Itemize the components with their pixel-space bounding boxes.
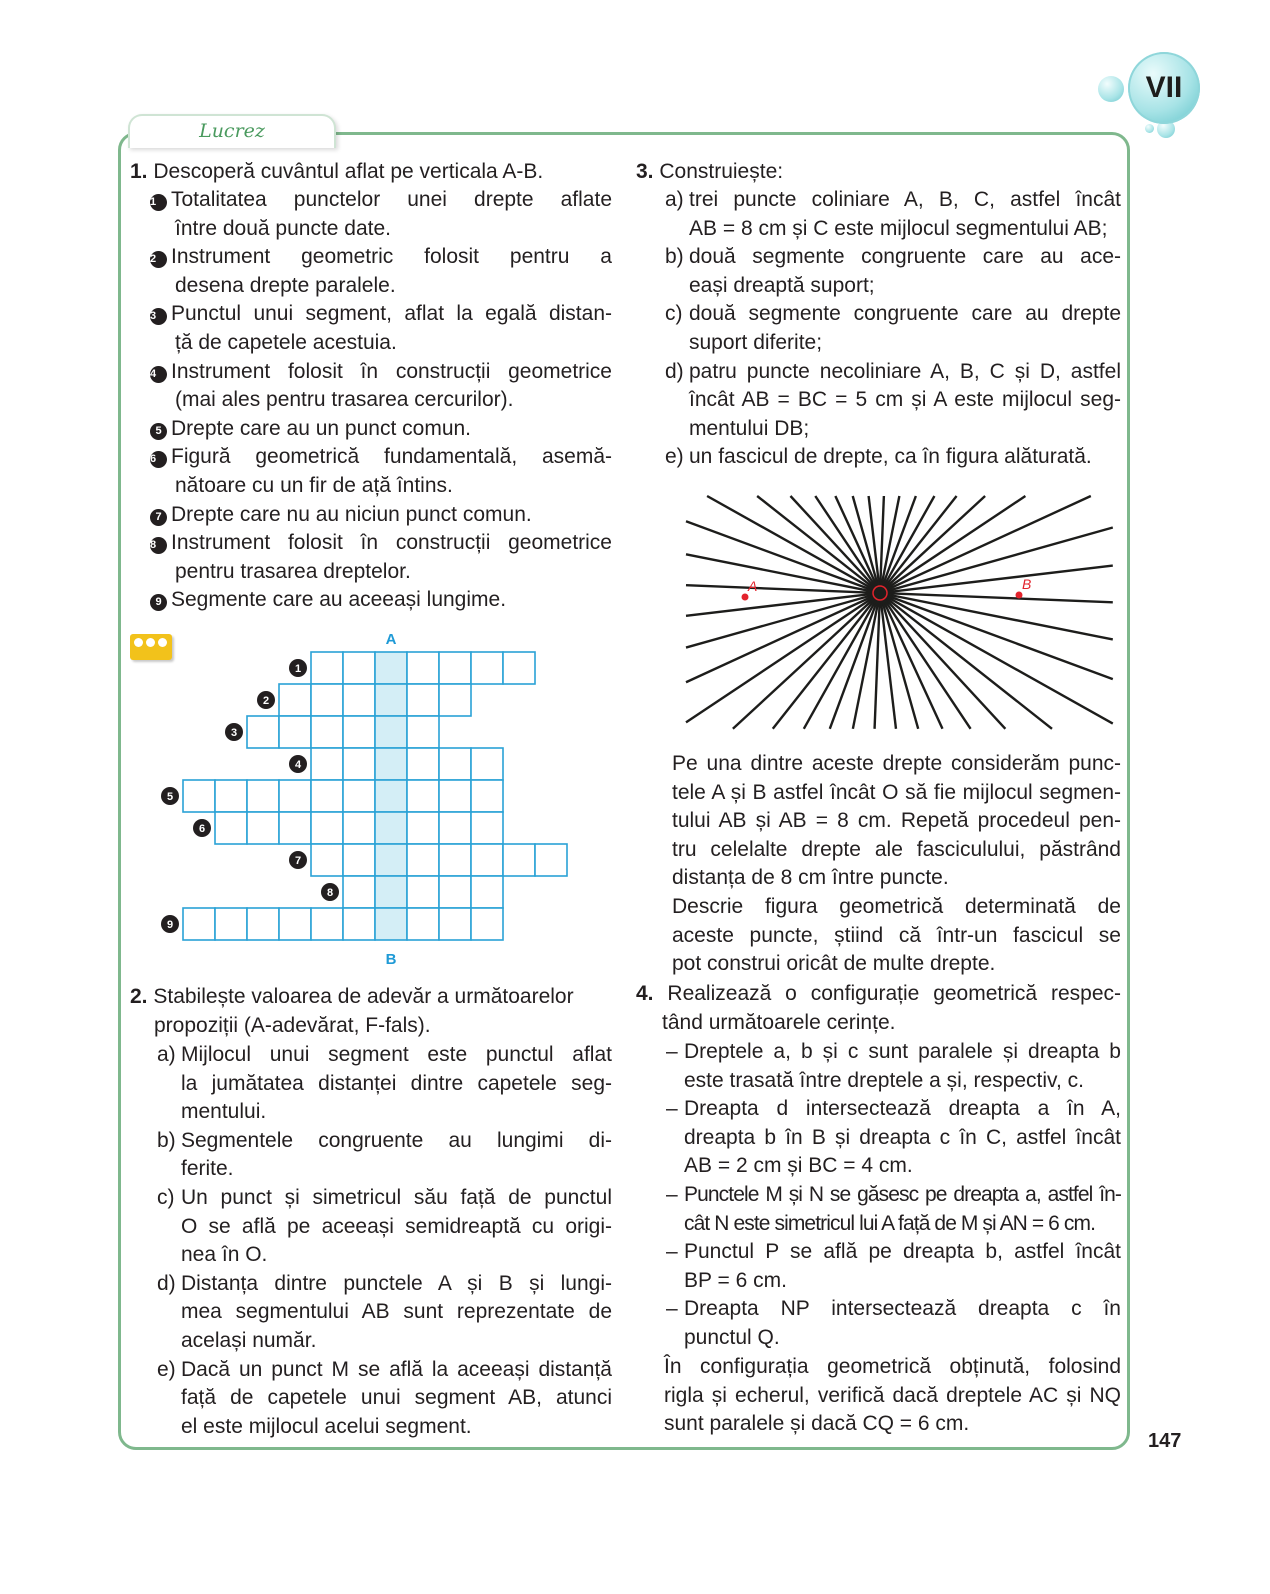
item-text: Un punct și simetricul său față de punctul [181,1185,612,1209]
ex1-title [130,158,610,187]
crossword-cell[interactable] [279,908,311,940]
ex4-number: 4. [636,982,654,1005]
crossword-cell[interactable] [407,780,439,812]
crossword-cell[interactable] [375,812,407,844]
section-tab-label: Lucrez [199,120,265,142]
ex1-clue-line [150,586,612,615]
crossword-cell[interactable] [407,684,439,716]
crossword-cell[interactable] [311,652,343,684]
item-text: este trasată între dreptele a și, respectiv, c. [684,1068,1084,1092]
ex1-clue-line [150,415,612,444]
ex3-paragraph [672,750,1121,979]
item-text: suport diferite; [689,330,823,354]
item-text: ferite. [181,1157,234,1181]
item-text: patru puncte necoliniare A, B, C și D, astfel [689,359,1121,383]
crossword-cell[interactable] [343,812,375,844]
item-label: b) [157,1128,176,1152]
ex1-number: 1. [130,160,148,183]
crossword-cell[interactable] [407,716,439,748]
crossword-row-number: 1 [294,663,302,675]
crossword-cell[interactable] [311,684,343,716]
crossword-cell[interactable] [407,812,439,844]
item-text: Punctele M și N se găsesc pe dreapta a, astfel în- [684,1182,1121,1206]
item-text: cât N este simetricul lui A față de M și AN = 6 cm. [684,1211,1096,1235]
clue-text: Totalitatea punctelor unei drepte aflate [171,188,612,211]
item-text: AB = 8 cm și C este mijlocul segmentului AB; [689,216,1108,240]
ex3-paragraph-line: tele A și B astfel încât O să fie mijlocul segmen- [672,780,1121,804]
ex2-item-line [157,1241,612,1270]
ex1-clue-line [150,472,612,501]
ex2-item-list [157,1041,612,1441]
ex2-item-line [157,1213,612,1242]
crossword-cell[interactable] [439,780,471,812]
dash-bullet: – [666,1240,678,1264]
crossword-grid [150,625,580,970]
item-text: mentului. [181,1100,267,1124]
ex4-item-line [666,1324,1121,1353]
item-text: Punctul P se află pe dreapta b, astfel încât [684,1240,1121,1264]
ex4-title-line: tând următoarele cerințe. [662,1010,896,1034]
crossword-cell[interactable] [439,908,471,940]
ex4-item-line [666,1238,1121,1267]
crossword-cell[interactable] [279,812,311,844]
crossword-cell[interactable] [407,844,439,876]
item-label: b) [665,245,684,269]
item-label: c) [157,1185,175,1209]
ex1-clue-list [150,186,612,615]
crossword-cell[interactable] [471,876,503,908]
ex4-item-line [666,1267,1121,1296]
ex2-item-line [157,1098,612,1127]
ex2-item-line [157,1384,612,1413]
bubble-large [1098,76,1124,102]
ex4-item-line [666,1038,1121,1067]
crossword-cell[interactable] [407,908,439,940]
ex4-item-line [666,1124,1121,1153]
item-label: e) [665,445,684,469]
point-b-label: B [1022,576,1032,592]
item-text: O se află pe aceeași semidreaptă cu origi- [181,1214,612,1238]
clue-number-badge: 3 [150,308,167,325]
crossword-cell[interactable] [439,876,471,908]
pencil-of-lines-figure [680,493,1120,733]
crossword-cell[interactable] [311,780,343,812]
ex4-item-line [666,1067,1121,1096]
item-label: d) [665,359,684,383]
ex4-final-line: rigla și echerul, verifică dacă dreptele AC și NQ [664,1383,1121,1407]
page-number: 147 [1148,1430,1182,1452]
clue-number-badge: 5 [150,423,167,440]
crossword-cell[interactable] [215,812,247,844]
item-text: nea în O. [181,1243,268,1267]
ex4-final-line: În configurația geometrică obținută, folosind [664,1355,1121,1378]
dash-bullet: – [666,1097,678,1121]
clue-text: Punctul unui segment, aflat la egală distan- [171,302,612,326]
ex1-clue-line [150,358,612,387]
dash-bullet: – [666,1182,677,1206]
item-text: două segmente congruente care au drepte [689,302,1121,326]
ex2-title-line: propoziții (A-adevărat, F-fals). [154,1013,431,1037]
ex3-title-text: Construiește: [659,160,784,183]
ex2-item-line [157,1327,612,1356]
section-tab [128,114,336,148]
ex4-item-list [666,1038,1121,1353]
crossword-cell[interactable] [471,812,503,844]
item-text: Dreptele a, b și c sunt paralele și dreapta b [684,1040,1121,1063]
ex3-item-line [665,415,1121,444]
point-a-dot [742,594,749,601]
ex2-item-line [157,1356,612,1385]
clue-number-badge: 2 [150,251,167,268]
ex3-item-line [665,186,1121,215]
crossword-cell[interactable] [471,908,503,940]
clue-number-badge: 9 [150,594,167,611]
ex4-final-line: sunt paralele și dacă CQ = 6 cm. [664,1412,970,1436]
ex1-clue-line [150,186,612,215]
ex3-item-line [665,329,1121,358]
ex3-number: 3. [636,160,654,183]
ex3-paragraph-line: aceste puncte, știind că într-un fascicul se [672,923,1121,947]
item-text: BP = 6 cm. [684,1268,787,1292]
ex3-item-line [665,386,1121,415]
crossword-cell[interactable] [279,716,311,748]
ex1-clue-line [150,215,612,244]
dash-bullet: – [666,1040,678,1063]
ex1-title-text: Descoperă cuvântul aflat pe verticala A-B. [153,160,544,183]
crossword-cell[interactable] [215,780,247,812]
crossword-cell[interactable] [407,876,439,908]
crossword-cell[interactable] [343,780,375,812]
item-label: e) [157,1357,176,1381]
crossword-cell[interactable] [343,684,375,716]
ex1-clue-line [150,300,612,329]
crossword-row-number: 6 [198,823,206,835]
point-a-label: A [748,578,758,594]
crossword-cell[interactable] [471,780,503,812]
crossword-cell[interactable] [247,908,279,940]
item-text: Dreapta NP intersectează dreapta c în [684,1297,1121,1321]
item-text: încât AB = BC = 5 cm și A este mijlocul seg- [689,388,1121,412]
clue-number-badge: 4 [150,366,167,383]
crossword-cell[interactable] [343,716,375,748]
ex4-final-paragraph [664,1353,1121,1439]
crossword-label-a: A [385,631,397,648]
item-text: la jumătatea distanței dintre capetele seg- [181,1071,612,1095]
clue-text: ță de capetele acestuia. [175,330,397,354]
ex1-clue-line [150,243,612,272]
ex3-item-line [665,215,1121,244]
item-label: c) [665,302,683,326]
clue-text: între două puncte date. [175,216,391,240]
item-text: Distanța dintre punctele A și B și lungi- [181,1271,612,1295]
item-text: două segmente congruente care au ace- [689,245,1121,269]
ex2-number: 2. [130,985,148,1008]
ex1-clue-line [150,558,612,587]
clue-text: Figură geometrică fundamentală, asemă- [171,445,612,469]
crossword-cell[interactable] [375,684,407,716]
item-text: punctul Q. [684,1325,780,1349]
ex2-item-line [157,1127,612,1156]
crossword-row-number: 9 [166,919,174,931]
crossword-cell[interactable] [503,652,535,684]
ex3-paragraph-line: Descrie figura geometrică determinată de [672,894,1121,918]
crossword-row-number: 8 [326,887,334,899]
ex1-clue-line [150,386,612,415]
item-text: un fascicul de drepte, ca în figura alăturată. [689,445,1092,469]
ex3-item-line [665,358,1121,387]
crossword-cell[interactable] [183,780,215,812]
ex3-paragraph-line: Pe una dintre aceste drepte considerăm punc- [672,752,1121,775]
ex4-item-line [666,1152,1121,1181]
item-text: Mijlocul unui segment este punctul aflat [181,1043,612,1066]
clue-text: pentru trasarea dreptelor. [175,559,411,583]
item-text: mentului DB; [689,416,810,440]
ex3-title [636,158,783,187]
crossword-cell[interactable] [215,908,247,940]
item-text: mea segmentului AB sunt reprezentate de [181,1300,612,1324]
crossword-cell[interactable] [375,716,407,748]
item-text: Segmentele congruente au lungimi di- [181,1128,612,1152]
item-text: el este mijlocul acelui segment. [181,1414,472,1438]
crossword-cell[interactable] [311,812,343,844]
crossword-cell[interactable] [407,748,439,780]
chapter-badge: VII [1128,52,1200,124]
crossword-cell[interactable] [471,844,503,876]
ex3-item-line [665,300,1121,329]
crossword-cell[interactable] [375,876,407,908]
center-point [873,586,887,600]
item-text: față de capetele unui segment AB, atunci [181,1386,612,1410]
clue-text: (mai ales pentru trasarea cercurilor). [175,388,514,412]
crossword-cell[interactable] [375,908,407,940]
ex3-paragraph-line: distanța de 8 cm între puncte. [672,866,949,890]
ex4-item-line [666,1181,1121,1210]
ex4-title [636,980,1121,1037]
crossword-cell[interactable] [439,684,471,716]
item-text: Dreapta d intersectează dreapta a în A, [684,1097,1121,1121]
item-text: Dacă un punct M se află la aceeași distanță [181,1357,612,1381]
crossword-row-number: 3 [230,727,238,739]
item-text: eași dreaptă suport; [689,273,875,297]
item-label: a) [665,188,684,211]
clue-number-badge: 1 [150,194,167,211]
crossword-cell[interactable] [343,748,375,780]
crossword-cell[interactable] [439,844,471,876]
crossword-cell[interactable] [311,908,343,940]
crossword-cell[interactable] [343,844,375,876]
crossword-cell[interactable] [375,652,407,684]
ex3-paragraph-line: tru celelalte drepte ale fasciculului, păstrând [672,837,1121,861]
ex3-item-list [665,186,1121,472]
crossword-row-number: 4 [294,759,302,771]
ex2-item-line [157,1070,612,1099]
crossword-cell[interactable] [311,748,343,780]
item-label: d) [157,1271,176,1295]
crossword-label-b: B [385,951,397,968]
crossword-cell[interactable] [247,780,279,812]
crossword-cell[interactable] [343,876,375,908]
item-text: dreapta b în B și dreapta c în C, astfel încât [684,1125,1121,1149]
crossword-cell[interactable] [247,716,279,748]
ex4-item-line [666,1210,1121,1239]
ex3-paragraph-line: pot construi oricât de multe drepte. [672,952,996,976]
clue-text: Instrument folosit în construcții geometrice [171,531,612,555]
ex4-item-line [666,1095,1121,1124]
ex3-item-line [665,443,1121,472]
ex4-title-line: Realizează o configurație geometrică respec- [667,982,1121,1005]
crossword-cell[interactable] [279,780,311,812]
crossword-row-number: 7 [294,855,302,867]
pencil-line [707,496,1113,724]
crossword-row-number: 5 [166,791,174,803]
item-text: AB = 2 cm și BC = 4 cm. [684,1154,913,1178]
clue-text: Drepte care nu au niciun punct comun. [171,502,532,526]
ex2-title [130,983,612,1040]
item-label: a) [157,1043,176,1066]
ex1-clue-line [150,272,612,301]
ex2-item-line [157,1298,612,1327]
crossword-cell[interactable] [503,844,535,876]
clue-number-badge: 7 [150,509,167,526]
ex4-item-line [666,1295,1121,1324]
ex3-paragraph-line: tului AB și AB = 8 cm. Repetă procedeul pen- [672,809,1121,833]
clue-text: desena drepte paralele. [175,273,396,297]
crossword-cell[interactable] [311,716,343,748]
crossword-cell[interactable] [247,812,279,844]
ex2-item-line [157,1270,612,1299]
clue-text: Instrument geometric folosit pentru a [171,245,612,269]
clue-number-badge: 8 [150,537,167,554]
crossword-cell[interactable] [439,652,471,684]
crossword-cell[interactable] [343,652,375,684]
ex1-clue-line [150,501,612,530]
ex2-item-line [157,1155,612,1184]
crossword-cell[interactable] [375,780,407,812]
ex1-clue-line [150,529,612,558]
clue-text: Segmente care au aceeași lungime. [171,588,507,612]
crossword-cell[interactable] [279,684,311,716]
clue-text: Instrument folosit în construcții geometrice [171,359,612,383]
ex1-clue-line [150,329,612,358]
clue-text: Drepte care au un punct comun. [171,416,472,440]
clue-text: nătoare cu un fir de ață întins. [175,473,453,497]
crossword-row-number: 2 [262,695,270,707]
ex2-item-line [157,1041,612,1070]
crossword-cell[interactable] [183,908,215,940]
crossword-cell[interactable] [439,748,471,780]
item-text: același număr. [181,1328,317,1352]
crossword-cell[interactable] [471,748,503,780]
ex2-item-line [157,1184,612,1213]
crossword-cell[interactable] [311,844,343,876]
crossword-cell[interactable] [535,844,567,876]
item-text: trei puncte coliniare A, B, C, astfel încât [689,188,1121,211]
ex2-title-line: Stabilește valoarea de adevăr a următoarelor [153,985,574,1008]
crossword-cell[interactable] [343,908,375,940]
clue-number-badge: 6 [150,451,167,468]
point-b-dot [1016,592,1023,599]
ex1-clue-line [150,443,612,472]
ex3-item-line [665,243,1121,272]
crossword-cell[interactable] [471,652,503,684]
ex3-item-line [665,272,1121,301]
ex2-item-line [157,1413,612,1442]
crossword-cell[interactable] [407,652,439,684]
bubble-tiny [1145,124,1154,133]
crossword-cell[interactable] [375,844,407,876]
pencil-line [853,496,918,729]
crossword-cell[interactable] [439,812,471,844]
dash-bullet: – [666,1297,678,1321]
crossword-cell[interactable] [375,748,407,780]
